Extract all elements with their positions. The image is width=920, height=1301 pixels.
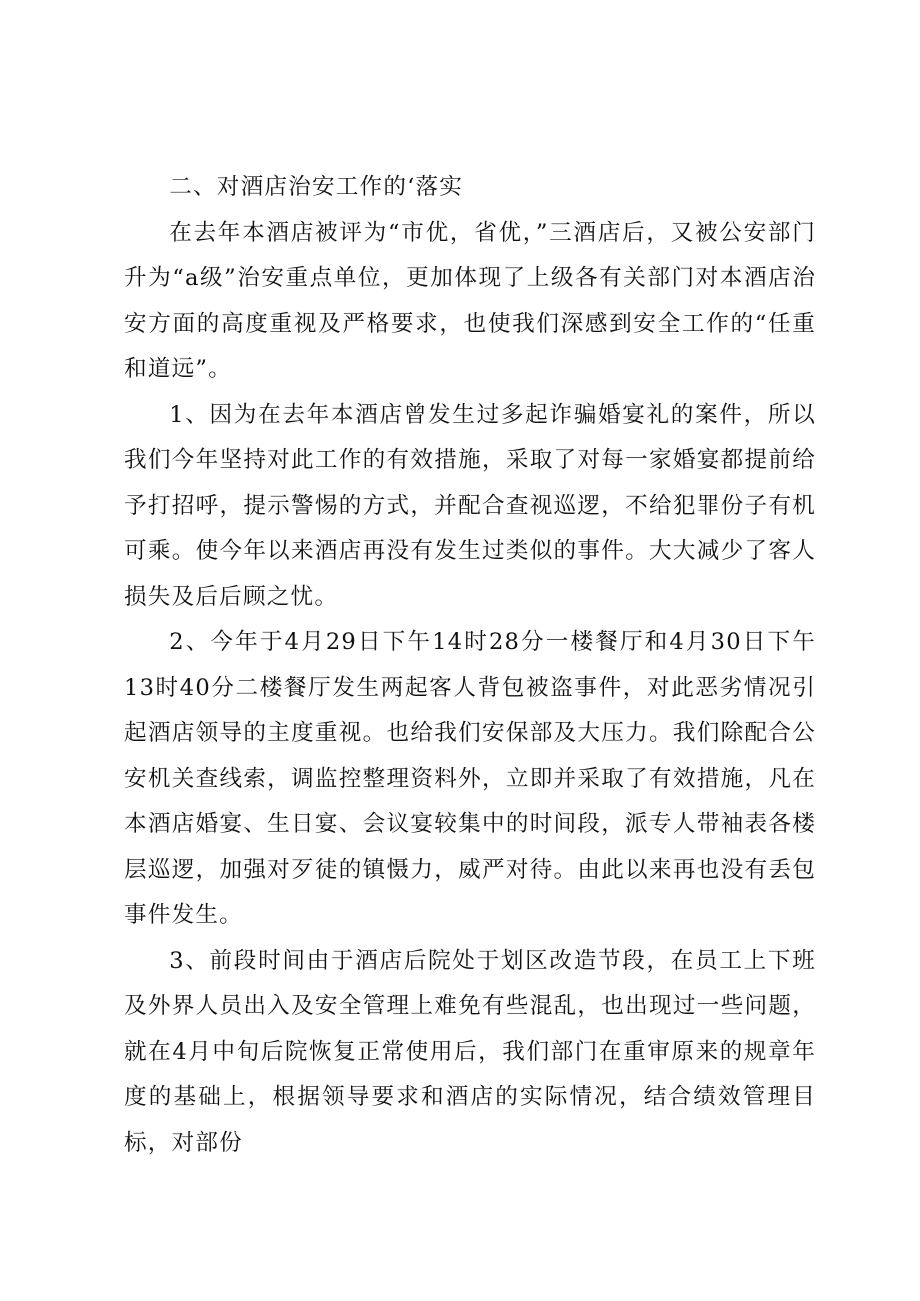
document-page — [124, 165, 816, 1166]
paragraph-item-1: 1、因为在去年本酒店曾发生过多起诈骗婚宴礼的案件，所以我们今年坚持对此工作的有效措施，采取了对每一家婚宴都提前给予打招呼，提示警惕的方式，并配合查视巡逻，不给犯罪份子有机可乘。使今年以来酒店再没有发生过类似的事件。大大减少了客人损失及后后顾之忧。 — [124, 401, 816, 610]
paragraph-intro: 在去年本酒店被评为“市优，省优，”三酒店后，又被公安部门升为“a级”治安重点单位，更加体现了上级各有关部门对本酒店治安方面的高度重视及严格要求，也使我们深感到安全工作的“任重和道远”。 — [124, 219, 816, 382]
paragraph-item-2: 2、今年于4月29日下午14时28分一楼餐厅和4月30日下午13时40分二楼餐厅发生两起客人背包被盗事件，对此恶劣情况引起酒店领导的主度重视。也给我们安保部及大压力。我们除配合公安机关查线索，调监控整理资料外，立即并采取了有效措施，凡在本酒店婚宴、生日宴、会议宴较集中的时间段，派专人带袖表各楼层巡逻，加强对歹徒的镇慑力，威严对待。由此以来再也没有丢包事件发生。 — [124, 629, 816, 928]
section-heading: 二、对酒店治安工作的‘落实 — [169, 174, 464, 200]
paragraph-item-3: 3、前段时间由于酒店后院处于划区改造节段，在员工上下班及外界人员出入及安全管理上难免有些混乱，也出现过一些问题，就在4月中旬后院恢复正常使用后，我们部门在重审原来的规章年度的基础上，根据领导要求和酒店的实际情况，结合绩效管理目标，对部份 — [124, 947, 816, 1156]
